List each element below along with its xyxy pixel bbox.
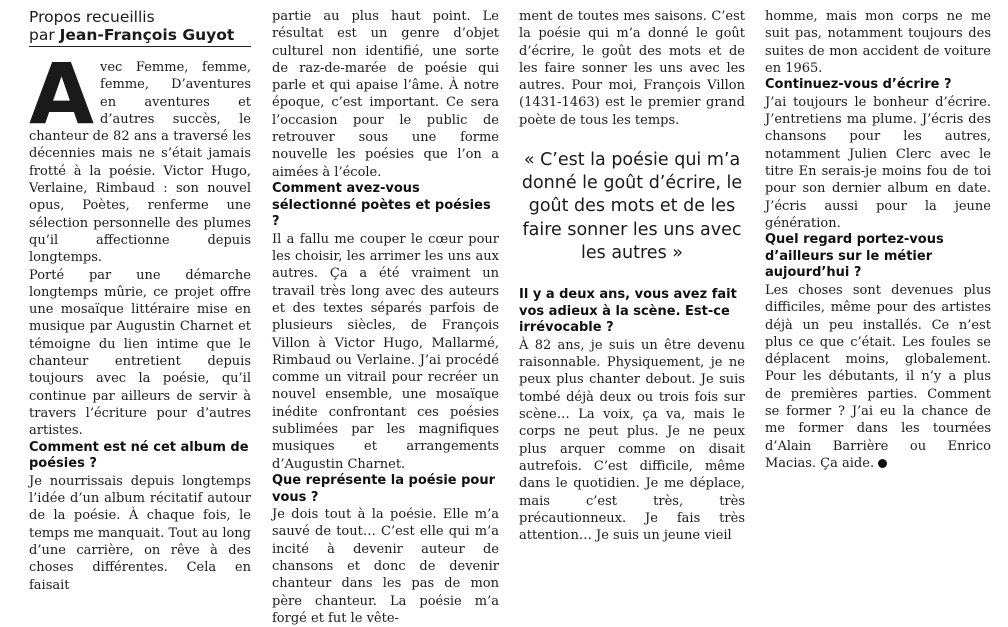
question-4: Il y a deux ans, vous avez fait vos adieux à la scène. Est-ce irrévocable ? — [519, 287, 737, 336]
answer-2: Il a fallu me couper le cœur pour les choisir, les arrimer les uns aux autres. Ça a été vraiment un travail très long avec des auteurs et des textes séparés parfois de plusieurs siècles, de François Villon à Victor Hugo, Mallarmé, Rimbaud ou Verlaine. J’ai procédé comme un vitrail pour recréer un nouvel ensemble, une mosaïque inédite confrontant ces poésies sublimées par les magnifiques musiques et arrangements d’Augustin Charnet. — [272, 231, 499, 472]
question-1: Comment est né cet album de poésies ? — [29, 439, 249, 472]
author-name: Jean-François Guyot — [59, 26, 235, 44]
answer-6 — [765, 282, 991, 472]
question-5: Continuez-vous d’écrire ? — [765, 77, 952, 93]
intro-paragraph-2: Porté par une démarche longtemps mûrie, ce projet offre une mosaïque littéraire mise en musique par Augustin Charnet et témoigne du lien intime que le chanteur entretient depuis toujours avec la poésie, qu’il continue par ailleurs de servir à travers l’écriture pour d’autres artistes. — [29, 267, 251, 439]
column-3 — [519, 8, 745, 544]
intro-paragraph: vec Femme, femme, femme, D’aventures en aventures et d’autres succès, le chanteur de 82 ans a traversé les décennies mais ne s’était jamais frotté à la poésie. Victor Hugo, Verlaine, Rimbaud : son nouvel opus, Poètes, renferme une sélection personnelle des plumes qu’il affectionne depuis longtemps. — [29, 60, 251, 266]
question-3: Que représente la poésie pour vous ? — [272, 472, 496, 505]
answer-4-end: homme, mais mon corps ne me suit pas, notamment toujours des suites de mon accident de voiture en 1965. — [765, 9, 991, 76]
pull-quote: « C’est la poésie qui m’a donné le goût d’écrire, le goût des mots et de les faire sonner les uns avec les autres » — [521, 150, 743, 263]
answer-1-start: Je nourrissais depuis longtemps l’idée d’un album récitatif autour de la poésie. À chaque fois, le temps me manquait. Tout au long d’une carrière, on rêve à des choses différentes. Cela en faisait — [29, 473, 251, 593]
answer-4-start: À 82 ans, je suis un être devenu raisonnable. Physiquement, je ne peux plus chanter debout. Je suis tombé déjà deux ou trois fois sur scène… La voix, ça va, mais le corps ne peut plus. Je ne peux plus arquer comme on disait autrefois. C’est difficile, même dans le quotidien. Je me déplace, mais c’est très, très précautionneux. Je fais très attention… Je suis un jeune vieil — [519, 337, 745, 544]
drop-cap: A — [29, 45, 95, 143]
byline-prefix: par — [29, 26, 60, 44]
question-6: Quel regard portez-vous d’ailleurs sur le métier aujourd’hui ? — [765, 232, 944, 281]
column-4 — [765, 8, 991, 472]
byline-label: Propos recueillis — [29, 8, 155, 26]
column-2 — [272, 8, 499, 627]
column-1 — [29, 8, 251, 594]
answer-6-text: Les choses sont devenues plus difficiles, même pour des artistes déjà un peu installés. Ce n’est plus ce que c’était. Les foules se déplacent moins, globalement. Pour les débutants, il n’y a plus de premières parties. Comment se former ? J’ai eu la chance de me former dans les tournées d’Alain Barrière ou Enrico Macias. Ça aide. — [765, 282, 991, 471]
end-mark-icon — [878, 459, 887, 468]
question-2: Comment avez-vous sélectionné poètes et poésies ? — [272, 180, 491, 230]
answer-3-end: ment de toutes mes saisons. C’est la poésie qui m’a donné le goût d’écrire, le goût des mots et de les faire sonner les uns avec les autres. Pour moi, François Villon (1431-1463) est le premier grand poète de tous les temps. — [519, 9, 745, 128]
answer-3-start: Je dois tout à la poésie. Elle m’a sauvé de tout… C’est elle qui m’a incité à devenir auteur de chansons et donc de devenir chanteur dans les pas de mon père chanteur. La poésie m’a forgé et fut le vête- — [272, 507, 499, 626]
byline-author — [29, 26, 251, 44]
answer-5: J’ai toujours le bonheur d’écrire. J’entretiens ma plume. J’écris des chansons pour les autres, notamment Julien Clerc avec le titre En serais-je moins fou de toi pour son dernier album en date. J’écris aussi pour la jeune génération. — [765, 94, 991, 231]
answer-1-end: partie au plus haut point. Le résultat est un genre d’objet culturel non identifié, une sorte de raz-de-marée de poésie qui parle et qui apaise l’âme. À notre époque, c’est important. Ce sera l’occasion pour le public de retrouver sous une forme nouvelle les poésies que l’on a aimées à l’école. — [272, 9, 499, 180]
